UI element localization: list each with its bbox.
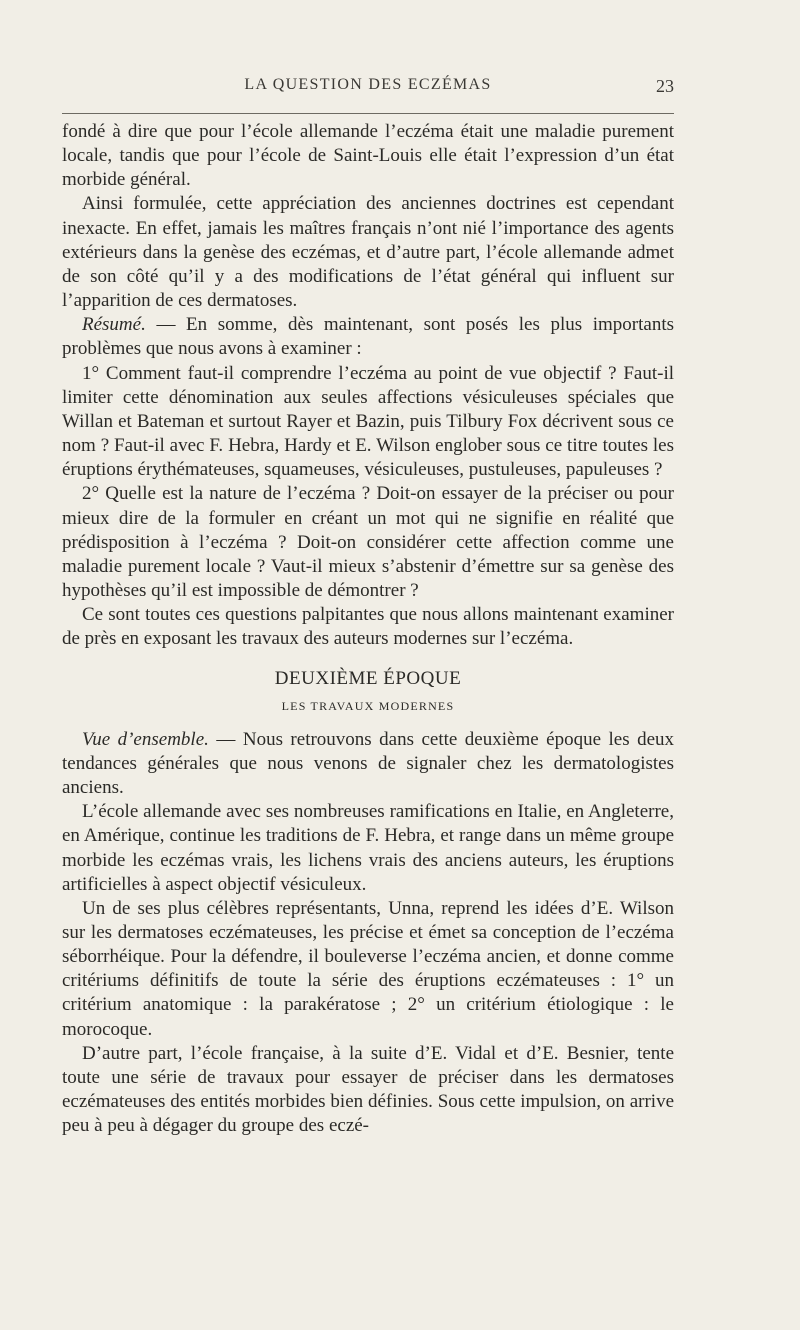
running-title: LA QUESTION DES ECZÉMAS bbox=[244, 76, 492, 93]
paragraph-4: 1° Comment faut-il comprendre l’eczéma au point de vue objectif ? Faut-il limiter cette dénomination aux seules affections vésiculeuses spéciales que Willan et Bateman et surtout Rayer et Bazin, puis Tilbury Fox décrivent sous ce nom ? Faut-il avec F. Hebra, Hardy et E. Wilson englober sous ce titre toutes les éruptions érythémateuses, squameuses, vésiculeuses, pustuleuses, papuleuses ? bbox=[62, 362, 674, 481]
paragraph-8: L’école allemande avec ses nombreuses ramifications en Italie, en Angleterre, en Amérique, continue les traditions de F. Hebra, et range dans un même groupe morbide les eczémas vrais, les lichens vrais des anciens auteurs, les éruptions artificielles à aspect objectif vésiculeux. bbox=[62, 801, 674, 895]
paragraph-2: Ainsi formulée, cette appréciation des anciennes doctrines est cependant inexacte. En effet, jamais les maîtres français n’ont nié l’importance des agents extérieurs dans la genèse des eczémas, et d’autre part, l’école allemande admet de son côté qu’il y a des modifications de l’état général qui influent sur l’apparition de ces dermatoses. bbox=[62, 193, 674, 312]
overview-lead: Vue d’ensemble. bbox=[82, 728, 209, 750]
paragraph-5: 2° Quelle est la nature de l’eczéma ? Doit-on essayer de la préciser ou pour mieux dire de la formuler en créant un mot qui ne signifie en réalité que prédisposition à l’eczéma ? Doit-on considérer cette affection comme une maladie purement locale ? Vaut-il mieux s’abstenir d’émettre sur sa genèse des hypothèses qu’il est impossible de démontrer ? bbox=[62, 483, 674, 601]
resume-text: — En somme, dès maintenant, sont posés les plus importants problèmes que nous avons à examiner : bbox=[62, 314, 674, 360]
paragraph-7 bbox=[62, 728, 674, 800]
running-head bbox=[62, 76, 674, 100]
paragraph-6: Ce sont toutes ces questions palpitantes que nous allons maintenant examiner de près en exposant les travaux des auteurs modernes sur l’eczéma. bbox=[62, 604, 674, 650]
paragraph-3 bbox=[62, 313, 674, 361]
paragraph-10: D’autre part, l’école française, à la suite d’E. Vidal et d’E. Besnier, tente toute une série de travaux pour essayer de préciser dans les dermatoses eczémateuses des entités morbides bien définies. Sous cette impulsion, on arrive peu à peu à dégager du groupe des eczé- bbox=[62, 1042, 674, 1137]
resume-lead: Résumé. bbox=[82, 314, 146, 336]
page-number: 23 bbox=[656, 76, 674, 96]
paragraph-1: fondé à dire que pour l’école allemande l’eczéma était une maladie purement locale, tandis que pour l’école de Saint-Louis elle était l’expression d’un état morbide général. bbox=[62, 121, 674, 191]
paragraph-9: Un de ses plus célèbres représentants, Unna, reprend les idées d’E. Wilson sur les dermatoses eczémateuses, les précise et émet sa conception de l’eczéma séborrhéique. Pour la défendre, il bouleverse l’eczéma ancien, et donne comme critériums définitifs de toute la série des éruptions eczémateuses : 1° un critérium anatomique : la parakératose ; 2° un critérium étiologique : le morocoque. bbox=[62, 897, 674, 1040]
overview-text: — Nous retrouvons dans cette deuxième époque les deux tendances générales que nous venons de signaler chez les dermatologistes anciens. bbox=[62, 728, 675, 799]
header-rule bbox=[62, 113, 674, 114]
section-title: DEUXIÈME ÉPOQUE bbox=[274, 668, 462, 690]
section-subtitle: LES TRAVAUX MODERNES bbox=[281, 698, 455, 713]
body-text bbox=[62, 120, 674, 1138]
